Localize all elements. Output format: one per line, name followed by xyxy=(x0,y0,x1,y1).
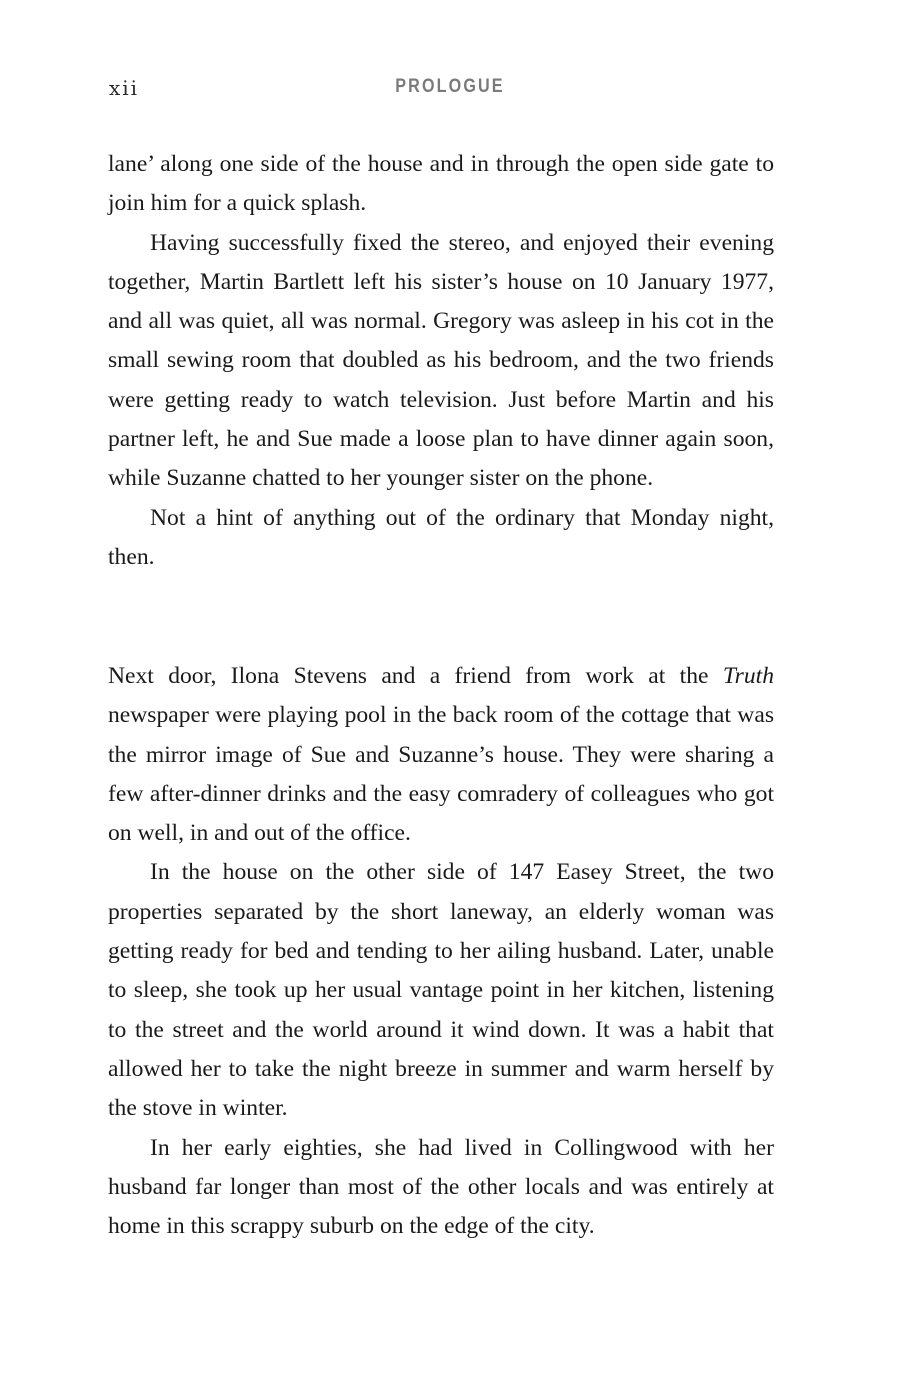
running-head: PROLOGUE xyxy=(395,76,505,97)
text-section-2 xyxy=(108,657,774,1246)
newspaper-title: Truth xyxy=(722,663,774,689)
paragraph: In the house on the other side of 147 Easey Street, the two properties separated by the short laneway, an elderly woman was getting ready for bed and tending to her ailing husband. Later, unable to sleep, she took up her usual vantage point in her kitchen, listening to the street and the world around it wind down. It was a habit that allowed her to take the night breeze in summer and warm herself by the stove in winter. xyxy=(108,859,774,1122)
page-number: xii xyxy=(109,76,140,100)
paragraph: lane’ along one side of the house and in through the open side gate to join him for a quick splash. xyxy=(108,151,774,217)
paragraph: Not a hint of anything out of the ordinary that Monday night, then. xyxy=(108,504,774,570)
text-section-1 xyxy=(108,145,774,577)
paragraph-text: newspaper were playing pool in the back room of the cottage that was the mirror image of Sue and Suzanne’s house. They were sharing a few after-dinner drinks and the easy comradery of colleagues who got on well, in and out of the office. xyxy=(108,702,774,847)
paragraph xyxy=(108,657,774,853)
paragraph: In her early eighties, she had lived in Collingwood with her husband far longer than most of the other locals and was entirely at home in this scrappy suburb on the edge of the city. xyxy=(108,1134,774,1240)
paragraph: Having successfully fixed the stereo, and enjoyed their evening together, Martin Bartlett left his sister’s house on 10 January 1977, and all was quiet, all was normal. Gregory was asleep in his cot in the small sewing room that doubled as his bedroom, and the two friends were getting ready to watch television. Just before Martin and his partner left, he and Sue made a loose plan to have dinner again soon, while Suzanne chatted to her younger sister on the phone. xyxy=(108,229,774,492)
paragraph-text: Next door, Ilona Stevens and a friend from work at the xyxy=(108,663,723,689)
